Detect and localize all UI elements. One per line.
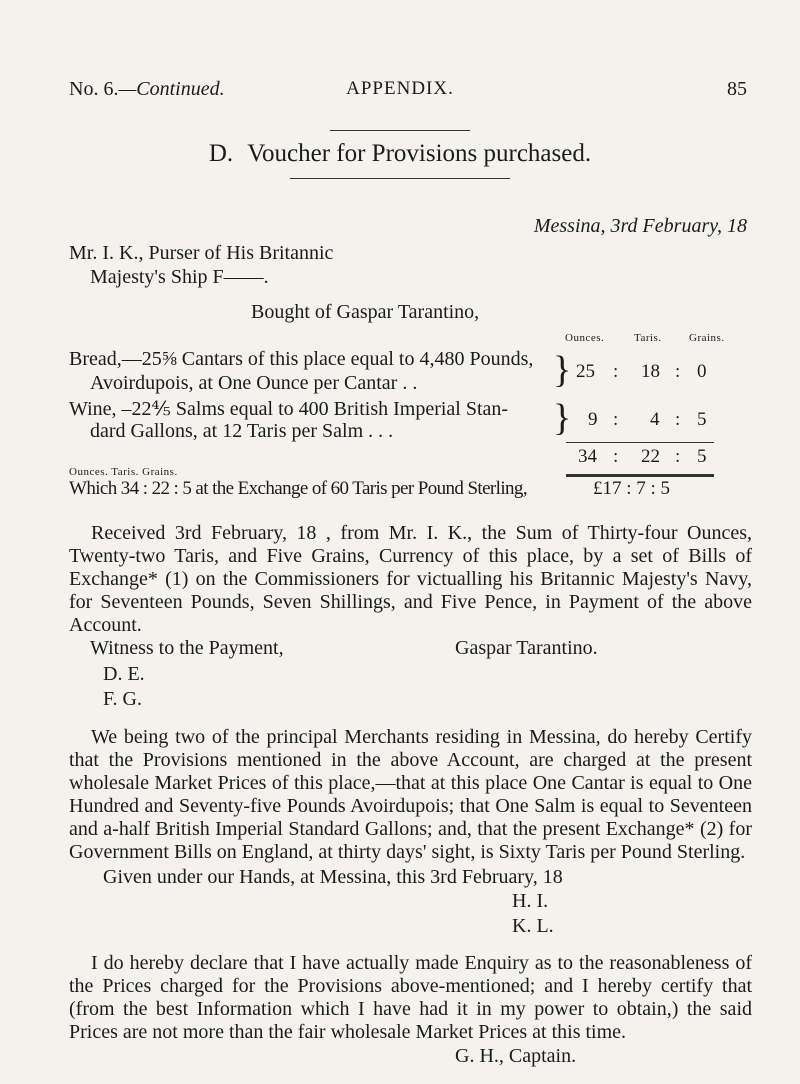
total-taris: 22 [641, 446, 660, 467]
witness-signer: Gaspar Tarantino. [455, 637, 598, 659]
brace-bread: } [553, 349, 572, 391]
col-ounces-header: Ounces. [565, 332, 605, 344]
total-sep-1: : [613, 446, 619, 467]
total-bottom-rule [566, 474, 714, 477]
wine-sep-1: : [613, 409, 619, 430]
witness-label: Witness to the Payment, [90, 637, 284, 659]
page-number: 85 [727, 78, 747, 100]
total-sep-2: : [675, 446, 681, 467]
total-ounces: 34 [578, 446, 597, 467]
wine-taris: 4 [650, 409, 660, 430]
received-paragraph: Received 3rd February, 18 , from Mr. I. K., the Sum of Thirty-four Ounces, Twenty-two Taris, and Five Grains, Currency of this place, by a set of Bills of Exchange* (1) on the Commissioners for victualling his Britannic Majesty's Navy, for Seventeen Pounds, Seven Shillings, and Five Pence, in Payment of the above Account. [69, 522, 752, 636]
total-grains: 5 [697, 446, 707, 467]
bread-sep-1: : [613, 361, 619, 382]
addressee-line-2: Majesty's Ship F——. [90, 266, 269, 288]
bread-sep-2: : [675, 361, 681, 382]
item-wine-line-2: dard Gallons, at 12 Taris per Salm . . . [90, 420, 394, 442]
merchants-paragraph: We being two of the principal Merchants residing in Messina, do hereby Certify that the Provisions mentioned in the above Account, are charged at the present wholesale Market Prices of this place,—that at this place One Cantar is equal to One Hundred and Seventy-five Pounds Avoirdupois; that One Salm is equal to Seventeen and a-half British Imperial Standard Gallons; and, that the present Exchange* (2) for Government Bills on England, at thirty days' sight, is Sixty Taris per Pound Sterling. [69, 726, 752, 863]
bread-ounces: 25 [576, 361, 595, 382]
exchange-labels: Ounces. Taris. Grains. [69, 466, 178, 478]
exchange-amount: £17 : 7 : 5 [593, 478, 671, 499]
wine-ounces: 9 [588, 409, 598, 430]
wine-sep-2: : [675, 409, 681, 430]
total-top-rule [566, 442, 714, 443]
title-top-rule [330, 130, 470, 131]
declaration-paragraph: I do hereby declare that I have actually made Enquiry as to the reasonableness of the Prices charged for the Provisions above-mentioned; and I hereby certify that (from the best Information which I have had it in my power to obtain,) the said Prices are not more than the fair wholesale Market Prices at this time. [69, 952, 752, 1043]
col-grains-header: Grains. [689, 332, 725, 344]
merchant-name-2: K. L. [512, 915, 554, 937]
given-line: Given under our Hands, at Messina, this 3rd February, 18 [103, 866, 563, 888]
exchange-text: Which 34 : 22 : 5 at the Exchange of 60 Taris per Pound Sterling, [69, 478, 527, 499]
header-left: No. 6.—Continued. [69, 78, 225, 100]
title-bottom-rule [290, 178, 510, 179]
col-taris-header: Taris. [634, 332, 662, 344]
document-title: D. Voucher for Provisions purchased. [208, 140, 592, 167]
captain-signature: G. H., Captain. [455, 1045, 577, 1067]
item-bread-line-2: Avoirdupois, at One Ounce per Cantar . . [90, 372, 418, 394]
item-bread-line-1: Bread,—25⅝ Cantars of this place equal to 4,480 Pounds, [69, 348, 534, 370]
witness-name-1: D. E. [103, 663, 145, 685]
bread-taris: 18 [641, 361, 660, 382]
bread-grains: 0 [697, 361, 707, 382]
witness-name-2: F. G. [103, 688, 142, 710]
item-wine-line-1: Wine, –22⅘ Salms equal to 400 British Imperial Stan- [69, 398, 509, 420]
header-center: APPENDIX. [346, 78, 454, 99]
bought-of: Bought of Gaspar Tarantino, [251, 301, 480, 323]
dateline: Messina, 3rd February, 18 [533, 215, 747, 237]
wine-grains: 5 [697, 409, 707, 430]
merchant-name-1: H. I. [512, 890, 549, 912]
brace-wine: } [553, 397, 572, 439]
addressee-line-1: Mr. I. K., Purser of His Britannic [69, 242, 334, 264]
